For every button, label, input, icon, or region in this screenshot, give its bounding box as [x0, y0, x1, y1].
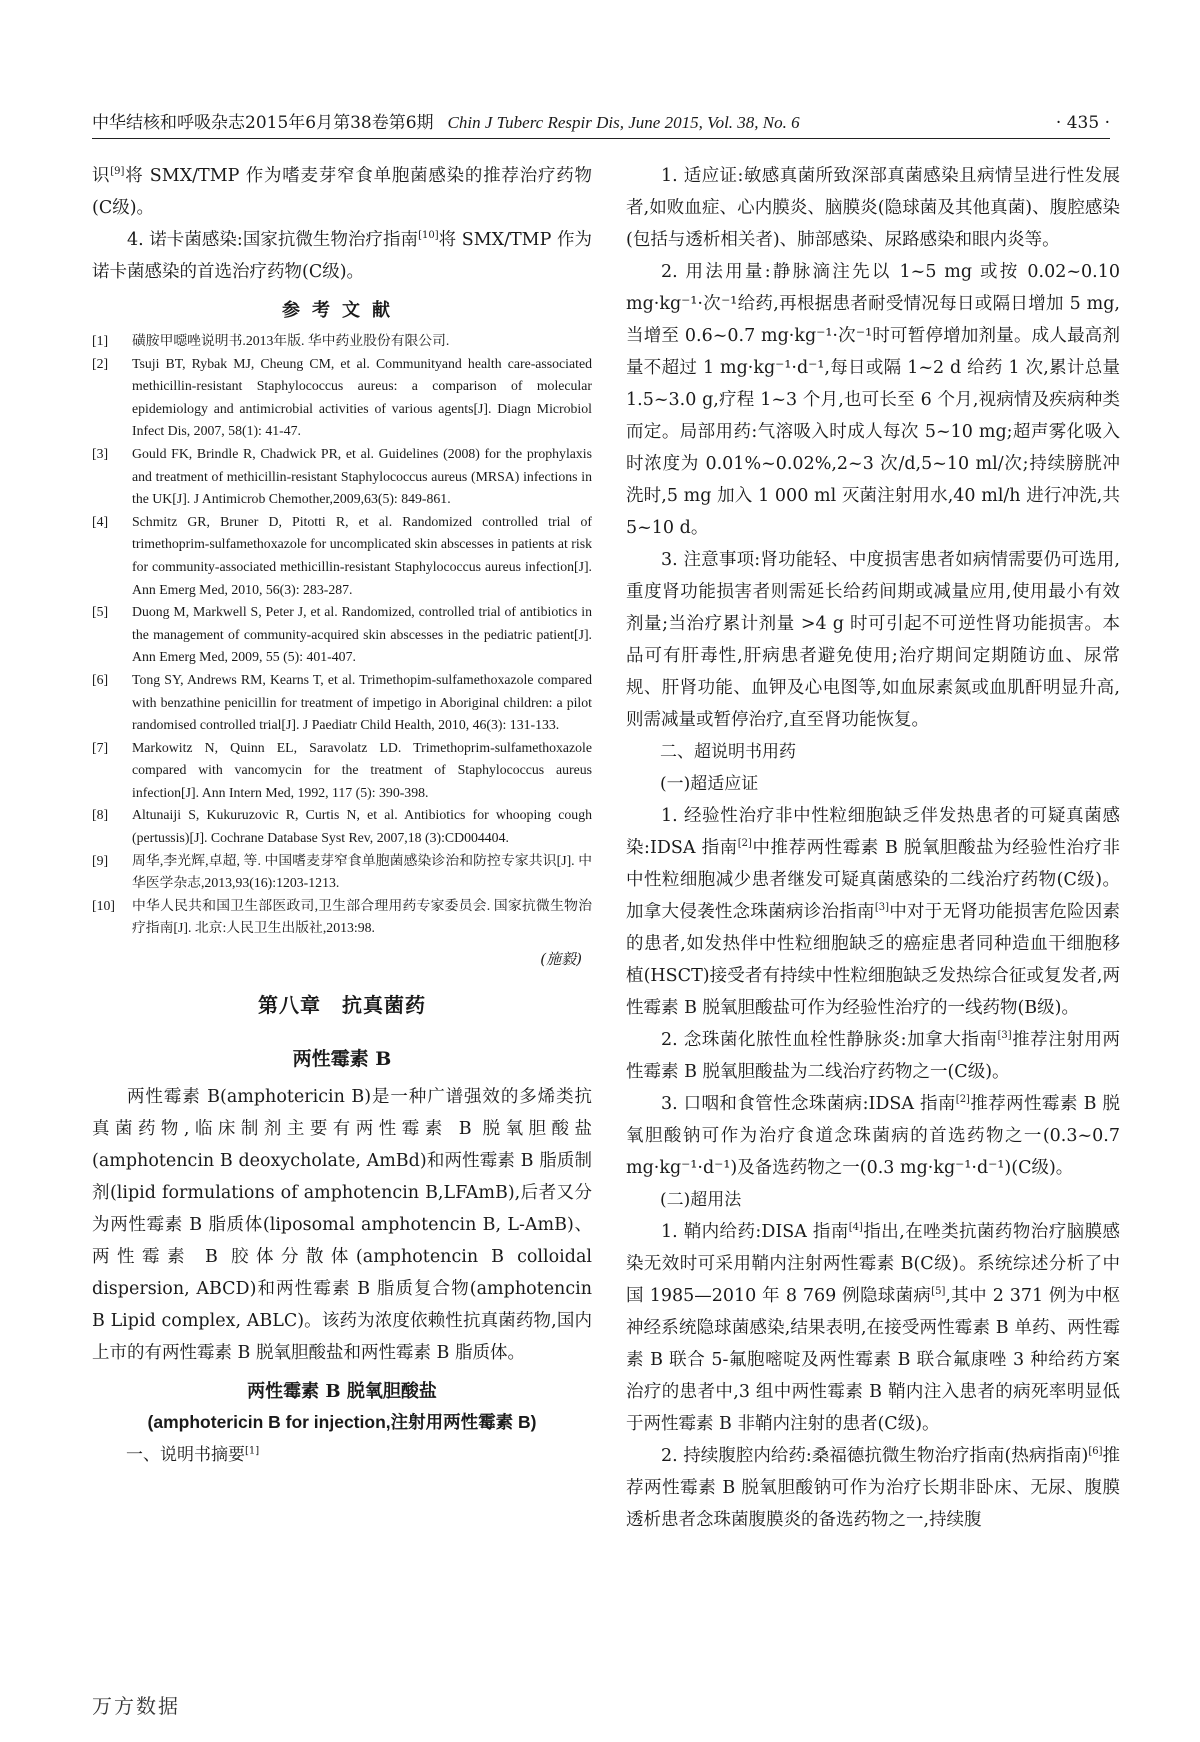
reference-item: [1] 磺胺甲噁唑说明书.2013年版. 华中药业股份有限公司.	[92, 333, 450, 348]
reference-item: [10] 中华人民共和国卫生部医政司,卫生部合理用药专家委员会. 国家抗微生物治疗指南[J]. 北京:人民卫生出版社,2013:98.	[92, 897, 592, 936]
off-indication-heading: (一)超适应证	[660, 774, 759, 794]
citation: [4]	[848, 1222, 863, 1234]
reference-item: [5] Duong M, Markwell S, Peter J, et al. Randomized, controlled trial of antibiotics in the management of community-acquired skin abscesses in the pediatric patient[J]. Ann Emerg Med, 2009, 55 (5): 401-407.	[92, 604, 592, 665]
dosage-paragraph: 2. 用法用量:静脉滴注先以 1~5 mg 或按 0.02~0.10 mg·kg⁻¹·次⁻¹给药,再根据患者耐受情况每日或隔日增加 5 mg,当增至 0.6~0.7 mg·kg⁻¹·次⁻¹时可暂停增加剂量。成人最高剂量不超过 1 mg·kg⁻¹·d⁻¹,每日或隔 1~2 d 给药 1 次,累计总量 1.5~3.0 g,疗程 1~3 个月,也可长至 6 个月,视病情及疾病种类而定。局部用药:气溶吸入时成人每次 5~10 mg;超声雾化吸入时浓度为 0.01%~0.02%,2~3 次/d,5~10 ml/次;持续膀胱冲洗时,5 mg 加入 1 000 ml 灭菌注射用水,40 ml/h 进行冲洗,共 5~10 d。	[626, 262, 1120, 538]
citation: [1]	[245, 1445, 260, 1457]
right-column	[626, 160, 1120, 1652]
off-dosage-heading: (二)超用法	[660, 1190, 742, 1210]
section-title: 两性霉素 B	[292, 1048, 392, 1071]
running-header	[92, 108, 1110, 139]
chapter-title: 第八章 抗真菌药	[258, 993, 426, 1018]
paragraph-continued: 识[9]将 SMX/TMP 作为嗜麦芽窄食单胞菌感染的推荐治疗药物(C级)。	[92, 166, 592, 218]
journal-cn: 中华结核和呼吸杂志2015年6月第38卷第6期	[92, 113, 434, 133]
intro-paragraph: 两性霉素 B(amphotericin B)是一种广谱强效的多烯类抗真菌药物,临床制剂主要有两性霉素 B 脱氧胆酸盐(amphotencin B deoxycholate, AmBd)和两性霉素 B 脂质制剂(lipid formulations of amphotencin B,LFAmB),后者又分为两性霉素 B 脂质体(liposomal amphotencin B, L-AmB)、两性霉素 B 胶体分散体(amphotencin B colloidal dispersion, ABCD)和两性霉素 B 脂质复合物(amphotencin B Lipid complex, ABLC)。该药为浓度依赖性抗真菌药物,国内上市的有两性霉素 B 脱氧胆酸盐和两性霉素 B 脂质体。	[92, 1087, 592, 1364]
journal-en: Chin J Tuberc Respir Dis, June 2015, Vol. 38, No. 6	[447, 113, 800, 132]
reference-item: [8] Altunaiji S, Kukuruzovic R, Curtis N, et al. Antibiotics for whooping cough (pertussis)[J]. Cochrane Database Syst Rev, 2007,18 (3):CD004404.	[92, 807, 592, 846]
subsection-title: 两性霉素 B 脱氧胆酸盐	[247, 1381, 437, 1403]
citation: [2]	[737, 838, 752, 850]
citation: [6]	[1088, 1446, 1103, 1458]
references-title: 参考文献	[282, 300, 402, 321]
candidiasis-paragraph: 3. 口咽和食管性念珠菌病:IDSA 指南[2]推荐两性霉素 B 脱氧胆酸钠可作为治疗食道念珠菌病的首选药物之一(0.3~0.7 mg·kg⁻¹·d⁻¹)及备选药物之一(0.3 mg·kg⁻¹·d⁻¹)(C级)。	[626, 1094, 1120, 1178]
subsection-subtitle: (amphotericin B for injection,注射用两性霉素 B)	[147, 1412, 537, 1433]
page-number: · 435 ·	[1055, 113, 1110, 133]
off-label-heading: 二、超说明书用药	[660, 742, 796, 762]
reference-item: [2] Tsuji BT, Rybak MJ, Cheung CM, et al. Communityand health care-associated methicillin-resistant Staphylococcus aureus: a comparison of molecular epidemiology and antimicrobial activities of various agents[J]. Diagn Microbiol Infect Dis, 2007, 58(1): 41-47.	[92, 355, 592, 439]
empirical-therapy-paragraph: 1. 经验性治疗非中性粒细胞缺乏伴发热患者的可疑真菌感染:IDSA 指南[2]中推荐两性霉素 B 脱氧胆酸盐为经验性治疗非中性粒细胞减少患者继发可疑真菌感染的二线治疗药物(C级)。加拿大侵袭性念珠菌病诊治指南[3]中对于无肾功能损害危险因素的患者,如发热伴中性粒细胞缺乏的癌症患者同种造血干细胞移植(HSCT)接受者有持续中性粒细胞缺乏发热综合征或复发者,两性霉素 B 脱氧胆酸盐可作为经验性治疗的一线药物(B级)。	[626, 806, 1121, 1018]
citation: [3]	[997, 1030, 1012, 1042]
intraperitoneal-paragraph: 2. 持续腹腔内给药:桑福德抗微生物治疗指南(热病指南)[6]推荐两性霉素 B 脱氧胆酸钠可作为治疗长期非卧床、无尿、腹膜透析患者念珠菌腹膜炎的备选药物之一,持续腹	[626, 1446, 1121, 1530]
author-signature: (施毅)	[540, 950, 582, 969]
intrathecal-paragraph: 1. 鞘内给药:DISA 指南[4]指出,在唑类抗菌药物治疗脑膜感染无效时可采用鞘内注射两性霉素 B(C级)。系统综述分析了中国 1985—2010 年 8 769 例隐球菌病[5],其中 2 371 例为中枢神经系统隐球菌感染,结果表明,在接受两性霉素 B 单药、两性霉素 B 联合 5-氟胞嘧啶及两性霉素 B 联合氟康唑 3 种给药方案治疗的患者中,3 组中两性霉素 B 鞘内注入患者的病死率明显低于两性霉素 B 非鞘内注射的患者(C级)。	[626, 1222, 1121, 1434]
reference-item: [3] Gould FK, Brindle R, Chadwick PR, et al. Guidelines (2008) for the prophylaxis and treatment of methicillin-resistant Staphylococcus aureus (MRSA) infections in the UK[J]. J Antimicrob Chemother,2009,63(5): 849-861.	[92, 445, 592, 507]
summary-heading: 一、说明书摘要[1]	[126, 1445, 260, 1466]
watermark-footer: 万方数据	[92, 1694, 180, 1718]
citation: [9]	[110, 166, 125, 178]
journal-header	[92, 108, 800, 138]
citation: [5]	[931, 1286, 946, 1298]
citation: [10]	[418, 230, 439, 242]
reference-list	[92, 330, 592, 940]
reference-item: [6] Tong SY, Andrews RM, Kearns T, et al. Trimethopim-sulfamethoxazole compared with benzathine penicillin for treatment of impetigo in Aboriginal children: a pilot randomised controlled trial[J]. J Paediatr Child Health, 2010, 46(3): 131-133.	[92, 671, 592, 733]
paragraph-nocardia: 4. 诺卡菌感染:国家抗微生物治疗指南[10]将 SMX/TMP 作为诺卡菌感染的首选治疗药物(C级)。	[92, 230, 592, 282]
reference-item: [9] 周华,李光辉,卓超, 等. 中国嗜麦芽窄食单胞菌感染诊治和防控专家共识[J]. 中华医学杂志,2013,93(16):1203-1213.	[92, 852, 592, 891]
indications-paragraph: 1. 适应证:敏感真菌所致深部真菌感染且病情呈进行性发展者,如败血症、心内膜炎、脑膜炎(隐球菌及其他真菌)、腹腔感染(包括与透析相关者)、肺部感染、尿路感染和眼内炎等。	[626, 166, 1120, 250]
thrombophlebitis-paragraph: 2. 念珠菌化脓性血栓性静脉炎:加拿大指南[3]推荐注射用两性霉素 B 脱氧胆酸盐为二线治疗药物之一(C级)。	[626, 1030, 1121, 1082]
precautions-paragraph: 3. 注意事项:肾功能轻、中度损害患者如病情需要仍可选用,重度肾功能损害者则需延长给药间期或减量应用,使用最小有效剂量;当治疗累计剂量 >4 g 时可引起不可逆性肾功能损害。本品可有肝毒性,肝病患者避免使用;治疗期间定期随访血、尿常规、肝肾功能、血钾及心电图等,如血尿素氮或血肌酐明显升高,则需减量或暂停治疗,直至肾功能恢复。	[626, 550, 1120, 730]
left-column	[92, 160, 592, 1652]
reference-item: [7] Markowitz N, Quinn EL, Saravolatz LD. Trimethoprim-sulfamethoxazole compared with vancomycin for the treatment of Staphylococcus aureus infection[J]. Ann Intern Med, 1992, 117 (5): 390-398.	[92, 739, 592, 800]
citation: [2]	[955, 1094, 970, 1106]
citation: [3]	[874, 902, 889, 914]
reference-item: [4] Schmitz GR, Bruner D, Pitotti R, et al. Randomized controlled trial of trimethoprim-sulfamethoxazole for uncomplicated skin abscesses in patients at risk for community-associated methicillin-resistant Staphylococcus aureus infection[J]. Ann Emerg Med, 2010, 56(3): 283-287.	[92, 513, 592, 597]
